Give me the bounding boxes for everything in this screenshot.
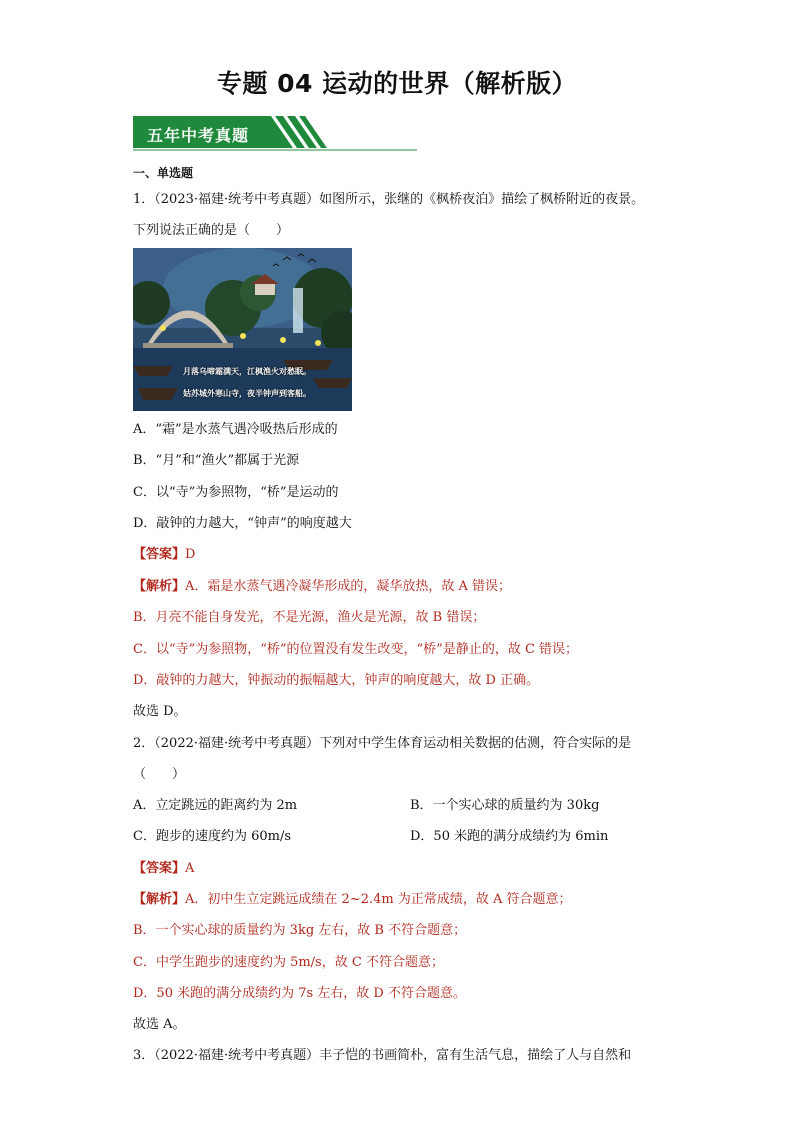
q1-analysis-4: D．敲钟的力越大，钟振动的振幅越大，钟声的响度越大，故 D 正确。 bbox=[133, 673, 540, 688]
q1-option-a: A．“霜”是水蒸气遇冷吸热后形成的 bbox=[133, 422, 338, 437]
q1-analysis-1 bbox=[133, 579, 734, 595]
answer-label: 【答案】 bbox=[133, 547, 186, 562]
q2-conclusion: 故选 A。 bbox=[133, 1017, 186, 1032]
section-banner bbox=[133, 116, 417, 152]
q1-stem-line1: 1．（2023·福建·统考中考真题）如图所示，张继的《枫桥夜泊》描绘了枫桥附近的夜景。 bbox=[133, 192, 645, 207]
answer-label: 【答案】 bbox=[133, 861, 186, 876]
analysis-label: 【解析】 bbox=[133, 892, 186, 907]
q2-options-row1 bbox=[133, 798, 734, 814]
q2-option-a: A．立定跳远的距离约为 2m bbox=[133, 798, 298, 813]
poem-line2: 姑苏城外寒山寺，夜半钟声到客船。 bbox=[183, 389, 311, 398]
q2-stem-line1: 2．（2022·福建·统考中考真题）下列对中学生体育运动相关数据的估测，符合实际的是 bbox=[133, 736, 632, 751]
q1-analysis-3: C．以“寺”为参照物，“桥”的位置没有发生改变，“桥”是静止的，故 C 错误； bbox=[133, 642, 579, 657]
q1-analysis-2: B．月亮不能自身发光，不是光源，渔火是光源，故 B 错误； bbox=[133, 610, 486, 625]
q2-analysis-2: B．一个实心球的质量约为 3kg 左右，故 B 不符合题意； bbox=[133, 923, 467, 938]
q2-analysis-4: D．50 米跑的满分成绩约为 7s 左右，故 D 不符合题意。 bbox=[133, 986, 466, 1001]
q3-stem-line1: 3．（2022·福建·统考中考真题）丰子恺的书画简朴，富有生活气息，描绘了人与自然和 bbox=[133, 1048, 632, 1063]
q2-option-b: B．一个实心球的质量约为 30kg bbox=[410, 798, 600, 813]
q1-option-d: D．敲钟的力越大，“钟声”的响度越大 bbox=[133, 516, 352, 531]
q1-answer bbox=[133, 547, 734, 563]
page-title: 专题 04 运动的世界（解析版） bbox=[216, 69, 578, 98]
q2-analysis-1 bbox=[133, 892, 734, 908]
q2-options-row2 bbox=[133, 829, 734, 845]
q2-answer bbox=[133, 861, 734, 877]
analysis-text: A．初中生立定跳远成绩在 2~2.4m 为正常成绩，故 A 符合题意； bbox=[185, 892, 572, 907]
poem-line1: 月落乌啼霜满天，江枫渔火对愁眠。 bbox=[183, 367, 311, 376]
q1-option-b: B．“月”和“渔火”都属于光源 bbox=[133, 453, 300, 468]
section-heading: 一、单选题 bbox=[133, 166, 194, 180]
q1-option-c: C．以“寺”为参照物，“桥”是运动的 bbox=[133, 485, 339, 500]
q2-option-d: D．50 米跑的满分成绩约为 6min bbox=[410, 829, 609, 844]
night-scene-image bbox=[133, 248, 352, 411]
analysis-text: A．霜是水蒸气遇冷凝华形成的，凝华放热，故 A 错误； bbox=[185, 579, 512, 594]
q2-analysis-3: C．中学生跑步的速度约为 5m/s，故 C 不符合题意； bbox=[133, 955, 444, 970]
maple-bridge-illustration bbox=[133, 248, 352, 411]
analysis-label: 【解析】 bbox=[133, 579, 186, 594]
q1-conclusion: 故选 D。 bbox=[133, 704, 187, 719]
q1-stem-line2: 下列说法正确的是（ ） bbox=[133, 223, 290, 238]
answer-value: A bbox=[185, 861, 195, 876]
answer-value: D bbox=[185, 547, 196, 562]
q2-option-c: C．跑步的速度约为 60m/s bbox=[133, 829, 291, 844]
q2-stem-line2: （ ） bbox=[133, 767, 186, 782]
banner-label: 五年中考真题 bbox=[147, 126, 250, 145]
